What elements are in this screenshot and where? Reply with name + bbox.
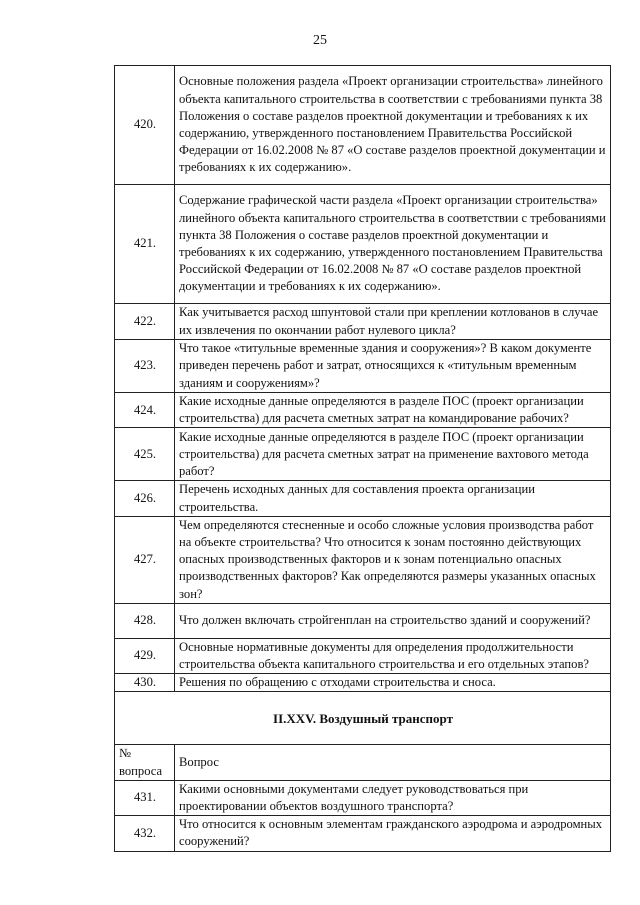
question-number: 428. [115,603,175,638]
table-row [115,340,611,393]
question-number: 420. [115,66,175,185]
table-row [115,516,611,603]
question-number: 432. [115,816,175,851]
question-text: Что такое «титульные временные здания и сооружения»? В каком документе приведен перечень работ и затрат, относящихся к «титульным временным зданиям и сооружениям»? [175,340,611,393]
question-text: Чем определяются стесненные и особо сложные условия производства работ на объекте строительства? Что относится к зонам постоянно действующих опасных производственных факторов и к зонам потенциально опасных производственных факторов? Как определяются размеры указанных опасных зон? [175,516,611,603]
table-row [115,816,611,851]
question-number: 429. [115,638,175,673]
table-row [115,304,611,340]
table-row [115,780,611,815]
table-row [115,393,611,428]
question-number: 430. [115,674,175,692]
table-row [115,185,611,304]
number-column-header: № вопроса [115,745,175,780]
question-text: Какими основными документами следует руководствоваться при проектировании объектов воздушного транспорта? [175,780,611,815]
question-text: Перечень исходных данных для составления проекта организации строительства. [175,481,611,516]
question-text: Решения по обращению с отходами строительства и сноса. [175,674,611,692]
table-header-row [115,745,611,780]
question-number: 423. [115,340,175,393]
table-row [115,674,611,692]
questions-table [114,65,611,852]
section-heading-row [115,692,611,745]
question-text: Содержание графической части раздела «Проект организации строительства» линейного объекта капитального строительства в соответствии с требованиями пункта 38 Положения о составе разделов проектной документации и требованиях к их содержанию, утвержденного постановлением Правительства Российской Федерации от 16.02.2008 № 87 «О составе разделов проектной документации и требованиях к их содержанию». [175,185,611,304]
question-number: 421. [115,185,175,304]
question-column-header: Вопрос [175,745,611,780]
question-text: Какие исходные данные определяются в разделе ПОС (проект организации строительства) для расчета сметных затрат на применение вахтового метода работ? [175,428,611,481]
question-number: 422. [115,304,175,340]
table-row [115,603,611,638]
table-row [115,481,611,516]
question-number: 425. [115,428,175,481]
question-number: 424. [115,393,175,428]
question-number: 427. [115,516,175,603]
table-row [115,66,611,185]
question-text: Какие исходные данные определяются в разделе ПОС (проект организации строительства) для расчета сметных затрат на командирование рабочих? [175,393,611,428]
page-number: 25 [313,33,327,48]
table-row [115,638,611,673]
table-row [115,428,611,481]
question-number: 426. [115,481,175,516]
question-text: Как учитывается расход шпунтовой стали при креплении котлованов в случае их извлечения по окончании работ нулевого цикла? [175,304,611,340]
question-text: Основные нормативные документы для определения продолжительности строительства объекта капитального строительства и его отдельных этапов? [175,638,611,673]
section-title: II.XXV. Воздушный транспорт [115,692,611,745]
question-number: 431. [115,780,175,815]
question-text: Что должен включать стройгенплан на строительство зданий и сооружений? [175,603,611,638]
question-text: Что относится к основным элементам гражданского аэродрома и аэродромных сооружений? [175,816,611,851]
question-text: Основные положения раздела «Проект организации строительства» линейного объекта капитального строительства в соответствии с требованиями пункта 38 Положения о составе разделов проектной документации и требованиях к их содержанию, утвержденного постановлением Правительства Российской Федерации от 16.02.2008 № 87 «О составе разделов проектной документации и требованиях к их содержанию». [175,66,611,185]
